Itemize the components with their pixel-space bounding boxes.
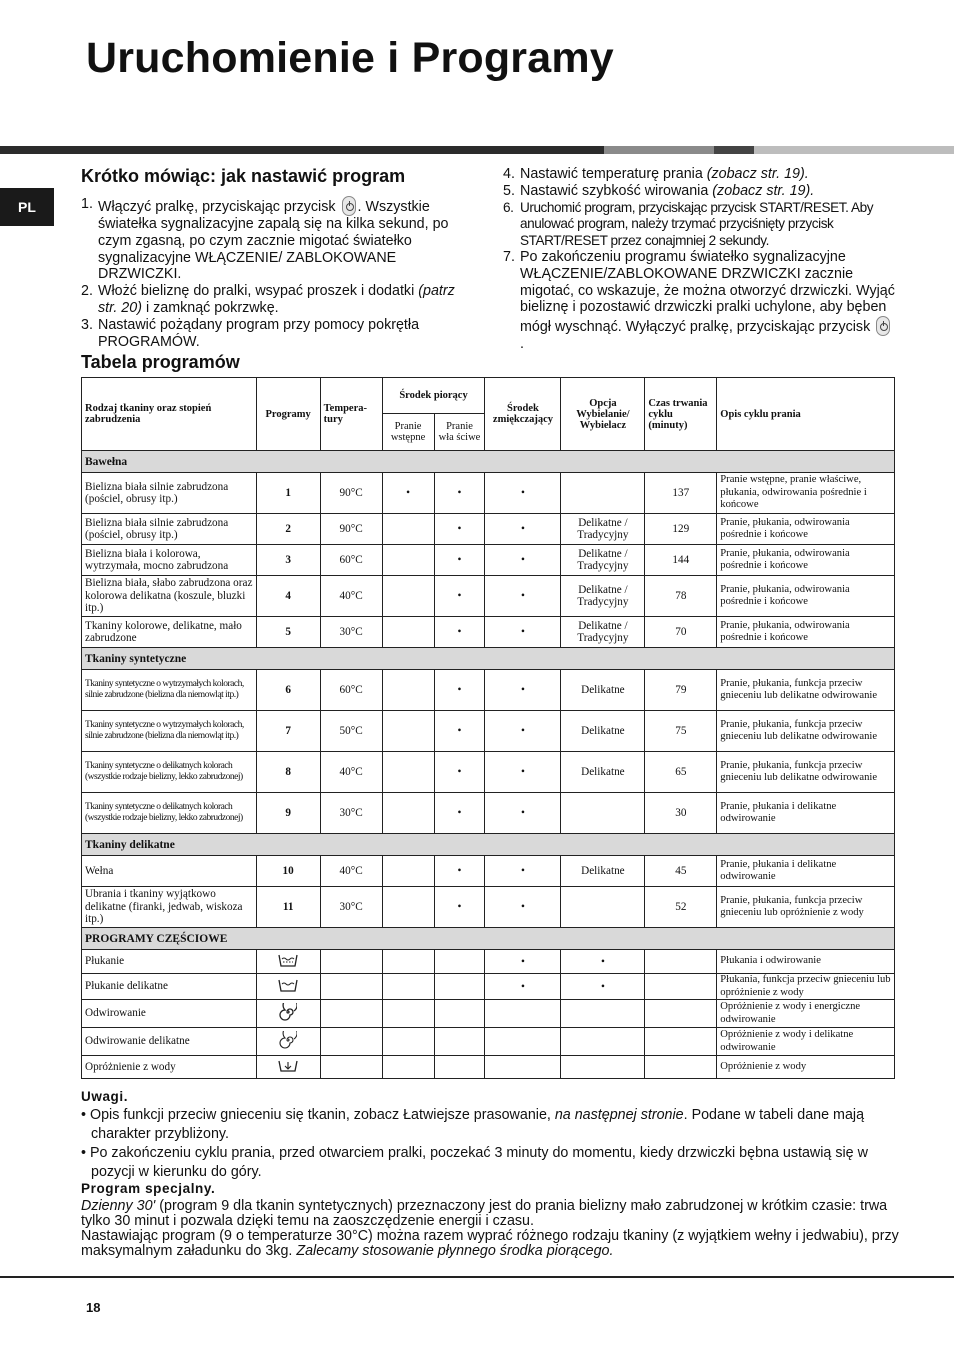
group-row (82, 648, 895, 670)
cell-prewash (382, 974, 434, 1000)
cell-wash: • (434, 856, 485, 887)
cell-wash: • (434, 711, 485, 752)
cell-duration: 79 (645, 670, 717, 711)
group-row (82, 834, 895, 856)
delicate-spin-icon (279, 1031, 297, 1052)
language-tab: PL (0, 188, 54, 226)
cell-prewash (382, 670, 434, 711)
header-time: Czas trwania cyklu (minuty) (645, 378, 717, 451)
cell-wash (434, 1028, 485, 1056)
cell-temperature: 30°C (320, 793, 382, 834)
cell-bleach: Delikatne (561, 711, 645, 752)
cell-wash (434, 1056, 485, 1079)
cell-prewash (382, 1056, 434, 1079)
cell-prewash (382, 576, 434, 617)
table-row (82, 1056, 895, 1079)
table-row (82, 950, 895, 974)
drain-icon (277, 1058, 299, 1077)
cell-fabric-type: Bielizna biała i kolorowa, wytrzymała, mocno zabrudzona (82, 545, 257, 576)
cell-softener: • (485, 752, 561, 793)
cell-bleach (561, 473, 645, 514)
band-segment-light (754, 146, 954, 154)
step-1: 1. Włączyć pralkę, przyciskając przycisk . Wszystkie światełka sygnalizacyjne zapalą się na kilka sekund, po czym zgasną, po czym zacznie migotać światełko sygnalizacyjne WŁĄCZENIE/ ZABLOKOWANE DRZWICZKI. (81, 196, 449, 283)
cell-temperature (320, 974, 382, 1000)
cell-description: Pranie, płukania, odwirowania pośrednie i końcowe (717, 576, 895, 617)
cell-bleach (561, 793, 645, 834)
table-row (82, 473, 895, 514)
cell-prewash (382, 1000, 434, 1028)
special-program (81, 1181, 901, 1259)
cell-prewash (382, 617, 434, 648)
table-row (82, 711, 895, 752)
cell-description: Płukania, funkcja przeciw gnieceniu lub opróżnienie z wody (717, 974, 895, 1000)
power-button-icon (876, 316, 890, 336)
delicate-rinse-icon (277, 977, 299, 996)
header-temp: Tempera-tury (320, 378, 382, 451)
group-label: Tkaniny delikatne (82, 834, 895, 856)
cell-description: Pranie, płukania, funkcja przeciw gnieceniu lub delikatne odwirowanie (717, 711, 895, 752)
cell-program: 8 (256, 752, 320, 793)
cell-bleach (561, 887, 645, 928)
cell-description: Pranie, płukania, funkcja przeciw gnieceniu lub delikatne odwirowanie (717, 670, 895, 711)
cell-wash (434, 1000, 485, 1028)
cell-fabric-type: Tkaniny syntetyczne o delikatnych kolorach (wszystkie rodzaje bielizny, lekko zabrudzonej) (82, 752, 257, 793)
cell-program: 5 (256, 617, 320, 648)
cell-softener: • (485, 793, 561, 834)
notes-heading: Uwagi. (81, 1089, 129, 1104)
cell-softener: • (485, 545, 561, 576)
cell-prewash (382, 514, 434, 545)
cell-bleach (561, 1000, 645, 1028)
page-number: 18 (86, 1300, 101, 1315)
cell-softener: • (485, 974, 561, 1000)
cell-fabric-type: Ubrania i tkaniny wyjątkowo delikatne (firanki, jedwab, wiskoza itp.) (82, 887, 257, 928)
cell-temperature: 30°C (320, 617, 382, 648)
cell-description: Pranie wstępne, pranie właściwe, płukania, odwirowania pośrednie i końcowe (717, 473, 895, 514)
cell-program: 7 (256, 711, 320, 752)
cell-wash: • (434, 617, 485, 648)
table-heading: Tabela programów (81, 352, 240, 372)
group-label: PROGRAMY CZĘŚCIOWE (82, 928, 895, 950)
table-row (82, 793, 895, 834)
cell-softener: • (485, 711, 561, 752)
group-label: Bawełna (82, 451, 895, 473)
cell-program (256, 950, 320, 974)
cell-temperature: 50°C (320, 711, 382, 752)
cell-wash: • (434, 514, 485, 545)
cell-fabric-type: Tkaniny syntetyczne o wytrzymałych kolorach, silnie zabrudzone (bielizna dla niemowląt itp.) (82, 670, 257, 711)
cell-bleach: • (561, 950, 645, 974)
cell-wash: • (434, 545, 485, 576)
cell-temperature: 90°C (320, 514, 382, 545)
cell-bleach: Delikatne (561, 856, 645, 887)
header-prewash: Pranie wstępne (382, 414, 434, 451)
cell-bleach: Delikatne / Tradycyjny (561, 576, 645, 617)
table-row (82, 617, 895, 648)
cell-duration (645, 1000, 717, 1028)
cell-duration (645, 1056, 717, 1079)
cell-temperature: 90°C (320, 473, 382, 514)
cell-prewash (382, 545, 434, 576)
cell-bleach (561, 1056, 645, 1079)
table-row (82, 856, 895, 887)
cell-program: 4 (256, 576, 320, 617)
table-row (82, 670, 895, 711)
cell-temperature: 30°C (320, 887, 382, 928)
cell-duration (645, 974, 717, 1000)
cell-fabric-type: Tkaniny syntetyczne o delikatnych kolorach (wszystkie rodzaje bielizny, lekko zabrudzonej) (82, 793, 257, 834)
cell-wash: • (434, 887, 485, 928)
cell-duration: 65 (645, 752, 717, 793)
steps-right (503, 166, 895, 353)
band-segment-dark (0, 146, 604, 154)
step-4: 4. Nastawić temperaturę prania (zobacz str. 19). (503, 166, 809, 182)
cell-duration: 144 (645, 545, 717, 576)
header-program: Programy (256, 378, 320, 451)
cell-temperature: 40°C (320, 752, 382, 793)
cell-wash: • (434, 793, 485, 834)
group-label: Tkaniny syntetyczne (82, 648, 895, 670)
cell-fabric-type: Płukanie delikatne (82, 974, 257, 1000)
cell-description: Pranie, płukania i delikatne odwirowanie (717, 793, 895, 834)
spin-icon (279, 1003, 297, 1024)
rinse-icon (277, 952, 299, 971)
special-text-1: Dzienny 30' (program 9 dla tkanin syntetycznych) przeznaczony jest do prania bielizny mało zabrudzonej w krótkim czasie: trwa tylko 30 minut i pozwala dzięki temu na zaoszczędzenie energii i czasu. (81, 1198, 888, 1229)
cell-wash: • (434, 752, 485, 793)
band-segment-mid (604, 146, 714, 154)
cell-softener: • (485, 473, 561, 514)
cell-wash (434, 974, 485, 1000)
table-row (82, 752, 895, 793)
cell-program (256, 1000, 320, 1028)
cell-temperature: 60°C (320, 670, 382, 711)
cell-softener (485, 1028, 561, 1056)
table-row (82, 887, 895, 928)
cell-wash (434, 950, 485, 974)
group-row (82, 451, 895, 473)
cell-description: Płukania i odwirowanie (717, 950, 895, 974)
cell-prewash (382, 856, 434, 887)
cell-description: Pranie, płukania, funkcja przeciw gnieceniu lub delikatne odwirowanie (717, 752, 895, 793)
cell-duration: 45 (645, 856, 717, 887)
special-heading: Program specjalny. (81, 1181, 216, 1196)
cell-softener (485, 1056, 561, 1079)
step-3: 3. Nastawić pożądany program przy pomocy pokrętła PROGRAMÓW. (81, 316, 420, 350)
cell-duration (645, 950, 717, 974)
cell-program (256, 1028, 320, 1056)
cell-wash: • (434, 473, 485, 514)
cell-fabric-type: Opróżnienie z wody (82, 1056, 257, 1079)
cell-fabric-type: Odwirowanie delikatne (82, 1028, 257, 1056)
cell-duration: 30 (645, 793, 717, 834)
cell-bleach: Delikatne / Tradycyjny (561, 617, 645, 648)
cell-prewash (382, 752, 434, 793)
program-table (81, 377, 895, 1079)
cell-softener: • (485, 617, 561, 648)
cell-fabric-type: Bielizna biała silnie zabrudzona (pościel, obrusy itp.) (82, 514, 257, 545)
cell-prewash (382, 793, 434, 834)
table-row (82, 974, 895, 1000)
cell-bleach: Delikatne / Tradycyjny (561, 514, 645, 545)
step-7: 7. Po zakończeniu programu światełko sygnalizacyjne WŁĄCZENIE/ZABLOKOWANE DRZWICZKI zacznie migotać, co wskazuje, że można otworzyć drzwiczki. Wyjąć bieliznę i pozostawić drzwiczki pralki uchylone, aby bęben mógł wyschnąć. Wyłączyć pralkę, przyciskając przycisk . (503, 249, 895, 353)
cell-softener: • (485, 887, 561, 928)
cell-program (256, 974, 320, 1000)
header-band (0, 146, 954, 154)
cell-description: Opróżnienie z wody (717, 1056, 895, 1079)
cell-program: 2 (256, 514, 320, 545)
cell-prewash (382, 1028, 434, 1056)
page-title: Uruchomienie i Programy (86, 34, 614, 82)
header-desc: Opis cyklu prania (717, 378, 895, 451)
table-body (82, 451, 895, 1079)
cell-temperature (320, 1056, 382, 1079)
header-bleach: Opcja Wybielanie/ Wybielacz (561, 378, 645, 451)
cell-bleach: Delikatne / Tradycyjny (561, 545, 645, 576)
cell-softener: • (485, 950, 561, 974)
table-row (82, 576, 895, 617)
cell-wash: • (434, 576, 485, 617)
cell-description: Pranie, płukania, odwirowania pośrednie i końcowe (717, 514, 895, 545)
header-type: Rodzaj tkaniny oraz stopień zabrudzenia (82, 378, 257, 451)
cell-temperature (320, 950, 382, 974)
cell-program: 1 (256, 473, 320, 514)
cell-fabric-type: Wełna (82, 856, 257, 887)
group-row (82, 928, 895, 950)
cell-duration: 129 (645, 514, 717, 545)
cell-temperature (320, 1000, 382, 1028)
cell-fabric-type: Bielizna biała, słabo zabrudzona oraz kolorowa delikatna (koszule, bluzki itp.) (82, 576, 257, 617)
cell-temperature: 40°C (320, 856, 382, 887)
header-softener: Środek zmiękczający (485, 378, 561, 451)
cell-softener: • (485, 576, 561, 617)
cell-softener: • (485, 856, 561, 887)
special-text-2: Nastawiając program (9 o temperaturze 30°C) można razem wyprać różnego rodzaju tkaniny (z wyjątkiem wełny i jedwabiu), przy maksymalnym załadunku do 3kg. Zalecamy stosowanie płynnego środka piorącego. (81, 1228, 899, 1259)
cell-description: Opróżnienie z wody i energiczne odwirowanie (717, 1000, 895, 1028)
notes (81, 1087, 901, 1182)
table-row (82, 1028, 895, 1056)
step-6: 6. Uruchomić program, przyciskając przycisk START/RESET. Aby anulować program, należy trzymać przyciśnięty przycisk START/RESET przez conajmniej 2 sekundy. (503, 199, 874, 248)
cell-prewash (382, 950, 434, 974)
cell-duration: 137 (645, 473, 717, 514)
cell-description: Pranie, płukania i delikatne odwirowanie (717, 856, 895, 887)
cell-bleach: Delikatne (561, 670, 645, 711)
cell-fabric-type: Odwirowanie (82, 1000, 257, 1028)
quick-heading: Krótko mówiąc: jak nastawić program (81, 166, 406, 186)
step-2: 2. Włożć bieliznę do pralki, wsypać proszek i dodatki (patrz str. 20) i zamknąć pokrzwkę. (81, 283, 455, 316)
cell-softener: • (485, 670, 561, 711)
cell-program: 11 (256, 887, 320, 928)
footer-rule (0, 1276, 954, 1278)
cell-duration (645, 1028, 717, 1056)
cell-temperature: 40°C (320, 576, 382, 617)
cell-program (256, 1056, 320, 1079)
cell-fabric-type: Tkaniny syntetyczne o wytrzymałych kolorach, silnie zabrudzone (bielizna dla niemowląt itp.) (82, 711, 257, 752)
cell-duration: 52 (645, 887, 717, 928)
cell-fabric-type: Bielizna biała silnie zabrudzona (pościel, obrusy itp.) (82, 473, 257, 514)
table-row (82, 1000, 895, 1028)
cell-temperature (320, 1028, 382, 1056)
cell-duration: 78 (645, 576, 717, 617)
cell-softener: • (485, 514, 561, 545)
cell-fabric-type: Płukanie (82, 950, 257, 974)
table-header-row (82, 378, 895, 414)
cell-description: Pranie, płukania, odwirowania pośrednie i końcowe (717, 617, 895, 648)
cell-description: Opróżnienie z wody i delikatne odwirowanie (717, 1028, 895, 1056)
steps-left (81, 196, 473, 350)
cell-fabric-type: Tkaniny kolorowe, delikatne, mało zabrudzone (82, 617, 257, 648)
cell-program: 10 (256, 856, 320, 887)
cell-program: 9 (256, 793, 320, 834)
cell-duration: 75 (645, 711, 717, 752)
cell-program: 3 (256, 545, 320, 576)
table-row (82, 545, 895, 576)
header-detergent: Środek piorący (382, 378, 485, 414)
cell-prewash (382, 711, 434, 752)
power-button-icon (342, 196, 356, 216)
table-row (82, 514, 895, 545)
header-wash: Pranie wła ściwe (434, 414, 485, 451)
cell-bleach: Delikatne (561, 752, 645, 793)
cell-duration: 70 (645, 617, 717, 648)
cell-bleach: • (561, 974, 645, 1000)
band-segment-dark-short (714, 146, 754, 154)
cell-program: 6 (256, 670, 320, 711)
cell-description: Pranie, płukania, odwirowania pośrednie i końcowe (717, 545, 895, 576)
cell-prewash (382, 887, 434, 928)
cell-temperature: 60°C (320, 545, 382, 576)
cell-description: Pranie, płukania, funkcja przeciw gnieceniu lub opróżnienie z wody (717, 887, 895, 928)
cell-wash: • (434, 670, 485, 711)
cell-bleach (561, 1028, 645, 1056)
cell-softener (485, 1000, 561, 1028)
cell-prewash: • (382, 473, 434, 514)
note-1: • Opis funkcji przeciw gnieceniu się tkanin, zobacz Łatwiejsze prasowanie, na następnej stronie. Podane w tabeli dane mają charakter przybliżony. (81, 1107, 865, 1142)
step-5: 5. Nastawić szybkość wirowania (zobacz str. 19). (503, 182, 815, 199)
note-2: • Po zakończeniu cyklu prania, przed otwarciem pralki, poczekać 3 minuty do momentu, kiedy drzwiczki bębna ustawią się w pozycji w kierunku do góry. (81, 1145, 868, 1180)
